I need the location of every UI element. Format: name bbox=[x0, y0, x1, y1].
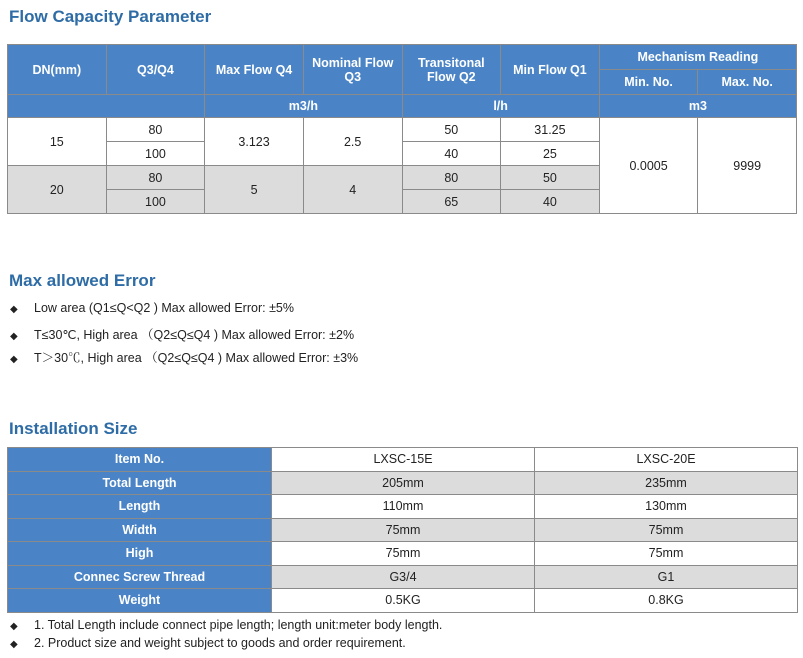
note-text: 1. Total Length include connect pipe length; length unit:meter body length. bbox=[34, 618, 443, 632]
note-item bbox=[10, 618, 442, 632]
row-label: High bbox=[8, 542, 272, 566]
flow-capacity-table bbox=[7, 44, 797, 214]
table-cell-q2: 80 bbox=[402, 166, 501, 190]
max-error-title: Max allowed Error bbox=[9, 271, 156, 290]
row-value-15e: 110mm bbox=[272, 495, 535, 519]
model-15e: LXSC-15E bbox=[272, 448, 535, 472]
row-label: Weight bbox=[8, 589, 272, 613]
unit-m3: m3 bbox=[599, 95, 796, 118]
table-cell-dn: 15 bbox=[8, 118, 107, 166]
row-value-20e: G1 bbox=[535, 565, 798, 589]
table-cell-min-no: 0.0005 bbox=[599, 118, 698, 214]
row-value-20e: 235mm bbox=[535, 471, 798, 495]
error-text: Low area (Q1≤Q<Q2 ) Max allowed Error: ±5% bbox=[34, 301, 294, 315]
header-max-no: Max. No. bbox=[698, 70, 797, 95]
table-cell-q1: 40 bbox=[501, 190, 600, 214]
header-nominal-flow-q3: Nominal Flow Q3 bbox=[303, 45, 402, 95]
error-list-item bbox=[10, 348, 358, 366]
row-value-15e: 75mm bbox=[272, 542, 535, 566]
table-cell-q3q4: 100 bbox=[106, 190, 205, 214]
note-text: 2. Product size and weight subject to goods and order requirement. bbox=[34, 636, 406, 650]
row-value-20e: 130mm bbox=[535, 495, 798, 519]
table-cell-q3: 4 bbox=[303, 166, 402, 214]
diamond-bullet-icon: ◆ bbox=[10, 331, 18, 342]
row-label: Total Length bbox=[8, 471, 272, 495]
row-value-15e: 75mm bbox=[272, 518, 535, 542]
row-value-15e: 0.5KG bbox=[272, 589, 535, 613]
header-max-flow-q4: Max Flow Q4 bbox=[205, 45, 304, 95]
diamond-bullet-icon: ◆ bbox=[10, 639, 18, 650]
header-min-no: Min. No. bbox=[599, 70, 698, 95]
item-no-label: Item No. bbox=[8, 448, 272, 472]
header-min-flow-q1: Min Flow Q1 bbox=[501, 45, 600, 95]
error-text: T≤30℃, High area （Q2≤Q≤Q4 ) Max allowed Error: ±2% bbox=[34, 328, 355, 342]
table-cell-dn: 20 bbox=[8, 166, 107, 214]
header-dn: DN(mm) bbox=[8, 45, 107, 95]
model-20e: LXSC-20E bbox=[535, 448, 798, 472]
table-cell-q2: 50 bbox=[402, 118, 501, 142]
table-cell-q1: 25 bbox=[501, 142, 600, 166]
table-cell-q3: 2.5 bbox=[303, 118, 402, 166]
table-cell-q2: 40 bbox=[402, 142, 501, 166]
header-mechanism-reading: Mechanism Reading bbox=[599, 45, 796, 70]
row-value-20e: 75mm bbox=[535, 518, 798, 542]
row-label: Connec Screw Thread bbox=[8, 565, 272, 589]
row-value-20e: 0.8KG bbox=[535, 589, 798, 613]
unit-lh: l/h bbox=[402, 95, 599, 118]
row-label: Length bbox=[8, 495, 272, 519]
row-value-15e: G3/4 bbox=[272, 565, 535, 589]
row-value-15e: 205mm bbox=[272, 471, 535, 495]
table-cell-q3q4: 80 bbox=[106, 118, 205, 142]
diamond-bullet-icon: ◆ bbox=[10, 354, 18, 365]
installation-size-title: Installation Size bbox=[9, 419, 138, 438]
row-value-20e: 75mm bbox=[535, 542, 798, 566]
table-cell-q4: 5 bbox=[205, 166, 304, 214]
error-text: T＞30℃, High area （Q2≤Q≤Q4 ) Max allowed Error: ±3% bbox=[34, 351, 359, 365]
header-q3q4: Q3/Q4 bbox=[106, 45, 205, 95]
diamond-bullet-icon: ◆ bbox=[10, 621, 18, 632]
row-label: Width bbox=[8, 518, 272, 542]
diamond-bullet-icon: ◆ bbox=[10, 304, 18, 315]
table-cell-max-no: 9999 bbox=[698, 118, 797, 214]
table-cell-q3q4: 100 bbox=[106, 142, 205, 166]
unit-spacer bbox=[8, 95, 205, 118]
table-cell-q1: 50 bbox=[501, 166, 600, 190]
header-transitional-flow-q2: Transitonal Flow Q2 bbox=[402, 45, 501, 95]
error-list-item bbox=[10, 301, 294, 315]
note-item bbox=[10, 636, 406, 650]
table-cell-q1: 31.25 bbox=[501, 118, 600, 142]
flow-capacity-title: Flow Capacity Parameter bbox=[9, 7, 212, 26]
table-cell-q2: 65 bbox=[402, 190, 501, 214]
table-cell-q3q4: 80 bbox=[106, 166, 205, 190]
table-cell-q4: 3.123 bbox=[205, 118, 304, 166]
unit-m3h: m3/h bbox=[205, 95, 402, 118]
error-list-item bbox=[10, 325, 354, 343]
installation-size-table bbox=[7, 447, 798, 613]
